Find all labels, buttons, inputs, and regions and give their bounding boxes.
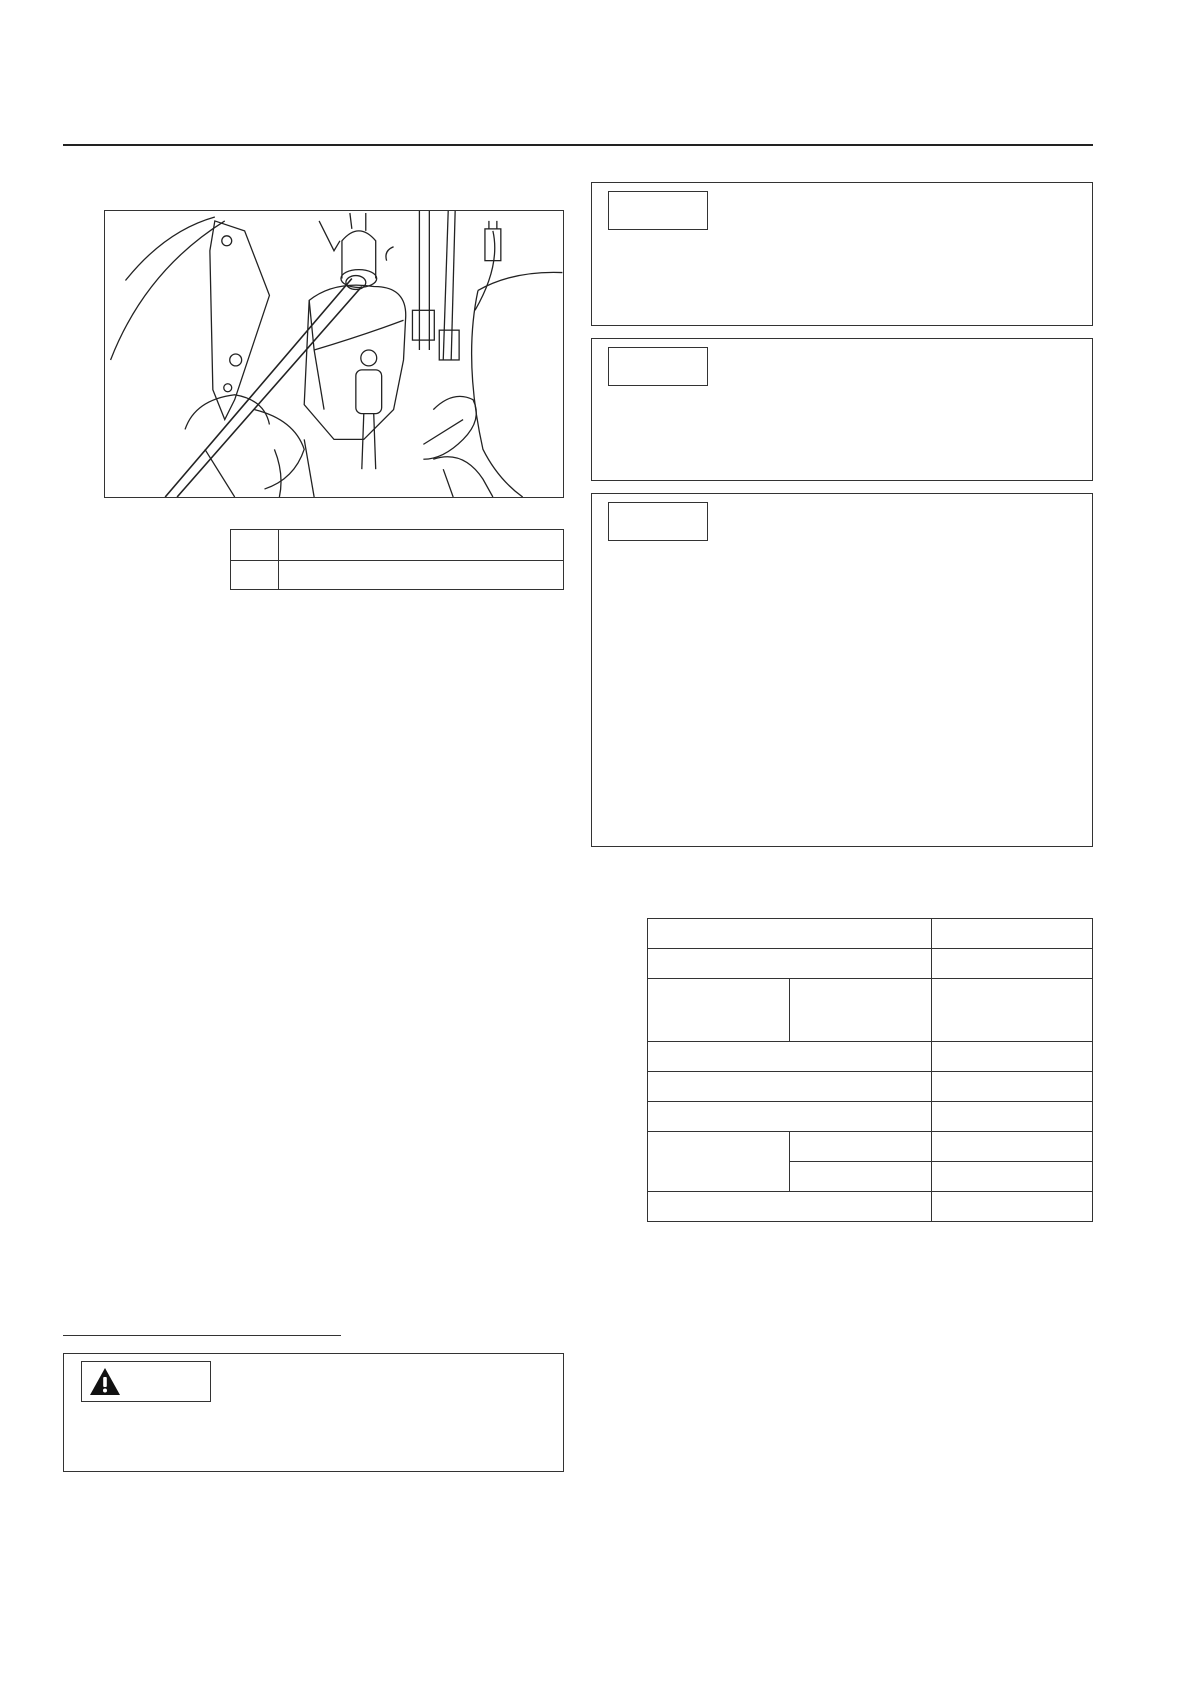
section-title (63, 1308, 341, 1332)
warning-label (81, 1361, 211, 1402)
note-label (608, 502, 708, 541)
spec-value (931, 918, 1093, 949)
figure-legend (230, 529, 564, 590)
legend-key (231, 560, 279, 590)
engine-compartment-icon (105, 211, 563, 497)
spec-param (647, 1101, 932, 1132)
spec-value (931, 978, 1093, 1042)
spec-param (647, 948, 932, 979)
spec-value (931, 1191, 1093, 1222)
header-rule (63, 144, 1093, 146)
spec-subparam (789, 1161, 932, 1192)
engine-illustration (104, 210, 564, 498)
spec-value (931, 1131, 1093, 1162)
note-box (591, 182, 1093, 326)
header-title (63, 110, 963, 134)
spec-subparam (789, 1131, 932, 1162)
note-label (608, 347, 708, 386)
warning-triangle-icon (88, 1365, 122, 1399)
note-box (591, 338, 1093, 481)
legend-row (231, 560, 563, 590)
spec-param (647, 1071, 932, 1102)
spec-param (647, 1041, 932, 1072)
spec-value (931, 948, 1093, 979)
legend-text (283, 530, 559, 560)
spec-param (647, 918, 932, 949)
spec-value (931, 1041, 1093, 1072)
spec-table (647, 918, 1093, 1222)
legend-key (231, 530, 279, 560)
spec-param (647, 1131, 790, 1192)
spec-value (931, 1071, 1093, 1102)
legend-row (231, 530, 563, 561)
spec-param (647, 978, 790, 1042)
spec-param (647, 1191, 932, 1222)
spec-value (931, 1101, 1093, 1132)
section-rule (63, 1335, 341, 1336)
spec-subparam (789, 978, 932, 1042)
legend-text (283, 560, 559, 590)
note-box (591, 493, 1093, 847)
note-label (608, 191, 708, 230)
spec-value (931, 1161, 1093, 1192)
warning-box (63, 1353, 564, 1472)
